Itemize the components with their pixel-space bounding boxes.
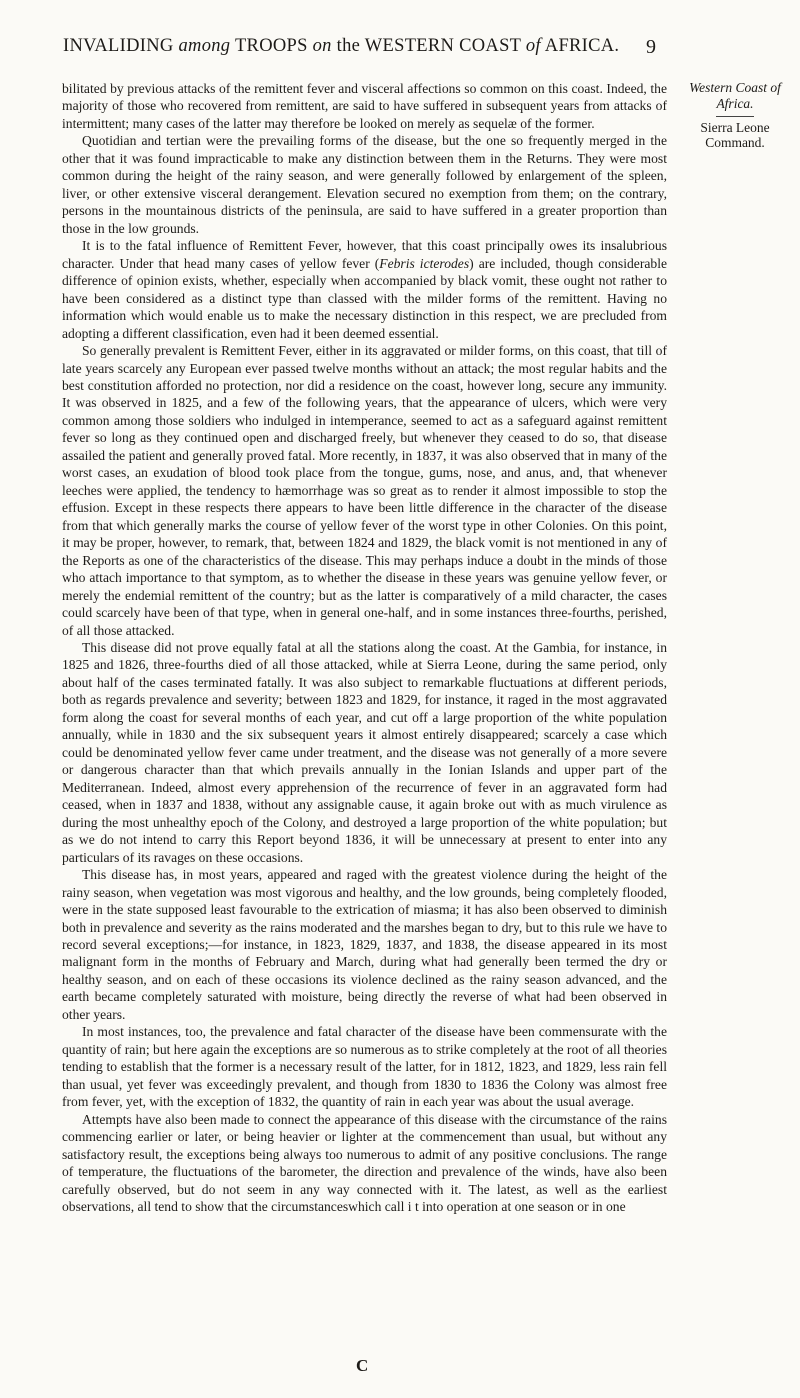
- italic-term: Febris icterodes: [379, 255, 470, 271]
- page-number: 9: [646, 36, 656, 58]
- margin-note-divider: [716, 116, 754, 117]
- margin-note-region: Western Coast of Africa.: [689, 80, 781, 111]
- paragraph-4: So generally prevalent is Remittent Fever, either in its aggravated or milder forms, on this coast, that till of late years scarcely any European ever passed twelve months without an attack; the most regular habits and the best constitution afforded no protection, nor did a residence on the coast, however long, secure any immunity. It was observed in 1825, and a few of the following years, that the appearance of ulcers, which were very common among those soldiers who indulged in intemperance, seemed to act as a safeguard against remittent fever so long as they continued open and discharged freely, but whenever they ceased to do so, that disease assailed the patient and generally proved fatal. More recently, in 1837, it was also observed that in many of the worst cases, an exudation of blood took place from the tongue, gums, nose, and anus, and, that whenever leeches were applied, the tendency to hæmorrhage was so great as to render it almost impossible to stop the effusion. Except in these respects there appears to have been little difference in the character of the disease from that which generally marks the course of yellow fever of the worst type in other Colonies. On this point, it may be proper, however, to remark, that, between 1824 and 1829, the black vomit is not mentioned in any of the Reports as one of the characteristics of the disease. This may perhaps induce a doubt in the minds of those who attach importance to that symptom, as to whether the disease in these years was genuine yellow fever, or merely the endemial remittent of the country; but as the latter is comparatively of a mild character, the cases could scarcely have been of that type, when in general one-half, and in some instances three-fourths, perished, of all those attacked.: [62, 343, 667, 638]
- signature-mark: C: [356, 1356, 369, 1375]
- paragraph-8: Attempts have also been made to connect the appearance of this disease with the circumstance of the rains commencing earlier or later, or being heavier or lighter at the commencement than usual, but without any satisfactory result, the exceptions being always too numerous to admit of any positive conclusions. The range of temperature, the fluctuations of the barometer, the direction and prevalence of the winds, have also been carefully observed, but do not seem in any way connected with it. The latest, as well as the earliest observations, all tend to show that the circumstanceswhich call i t into operation at one season or in one: [62, 1111, 667, 1214]
- running-head-title: INVALIDING among TROOPS on the WESTERN COAST of AFRICA.: [63, 36, 620, 56]
- margin-note: [676, 80, 794, 150]
- paragraph-2: Quotidian and tertian were the prevailing forms of the disease, but the one so frequently merged in the other that it was found impracticable to make any distinction between them in the Returns. They were most common during the height of the rainy season, and were generally followed by enlargement of the spleen, liver, or other extensive visceral derangement. Elevation secured no exemption from them; on the contrary, persons in the mountainous districts of the peninsula, are said to have suffered in a greater proportion than those in the low grounds.: [62, 133, 667, 236]
- paragraph-3: It is to the fatal influence of Remittent Fever, however, that this coast principally owes its insalubrious character. Under that head many cases of yellow fever (Febris icterodes) are included, though considerable difference of opinion exists, whether, especially when accompanied by black vomit, these ought not rather to have been considered as a distinct type than classed with the milder forms of the remittent. Having no information which would enable us to make the necessary distinction in this respect, we are precluded from adopting a different classification, even had it been deemed essential.: [62, 238, 668, 341]
- paragraph-7: In most instances, too, the prevalence and fatal character of the disease have been commensurate with the quantity of rain; but here again the exceptions are so numerous as to strike completely at the root of all theories tending to establish that the former is a necessary result of the latter, for in 1812, 1823, and 1829, less rain fell than usual, yet fever was exceedingly prevalent, and though from 1830 to 1836 the Colony was almost free from fever, yet, with the exception of 1832, the quantity of rain in each year was about the usual average.: [62, 1024, 667, 1110]
- running-header: [63, 36, 663, 66]
- paragraph-1: bilitated by previous attacks of the remittent fever and visceral affections so common on this coast. Indeed, the majority of those who recovered from remittent, are said to have suffered in subsequent years from attacks of intermittent; many cases of the latter may therefore be looked on merely as sequelæ of the former.: [62, 81, 667, 131]
- paragraph-5: This disease did not prove equally fatal at all the stations along the coast. At the Gambia, for instance, in 1825 and 1826, three-fourths died of all those attacked, while at Sierra Leone, during the same period, only about half of the cases terminated fatally. It was also subject to remarkable fluctuations at different periods, both as regards prevalence and severity; between 1823 and 1829, for instance, it raged in the most aggravated form along the coast for several months of each year, and cut off a large proportion of the white population annually, while in 1830 and the six subsequent years it almost entirely disappeared; scarcely a case which could be denominated yellow fever came under treatment, and the disease was not generally of a more severe or dangerous character than that which prevails annually in the Ionian Islands and upper part of the Mediterranean. Indeed, almost every apprehension of the recurrence of fever in an aggravated form had ceased, when in 1837 and 1838, without any assignable cause, it again broke out with as much virulence as during the most unhealthy epoch of the Colony, and destroyed a large proportion of the white population; but as we do not intend to carry this Report beyond 1836, it will be unnecessary at present to enter into any particulars of its ravages on these occasions.: [62, 640, 667, 865]
- margin-note-command: Sierra Leone Command.: [700, 120, 770, 150]
- body-text: [62, 80, 667, 1215]
- paragraph-6: This disease has, in most years, appeared and raged with the greatest violence during the height of the rainy season, when vegetation was most vigorous and healthy, and the low grounds, being completely flooded, were in the state supposed least favourable to the extrication of miasma; it has also been observed to diminish both in prevalence and severity as the rains moderated and the marshes began to dry, but to this rule we have to record several exceptions;—for instance, in 1823, 1829, 1837, and 1838, the disease appeared in its most malignant form in the months of February and March, during what had generally been termed the dry or healthy season, and on each of these occasions its violence declined as the rainy season advanced, and the earth became completely saturated with moisture, being directly the reverse of what had been observed in other years.: [62, 867, 667, 1022]
